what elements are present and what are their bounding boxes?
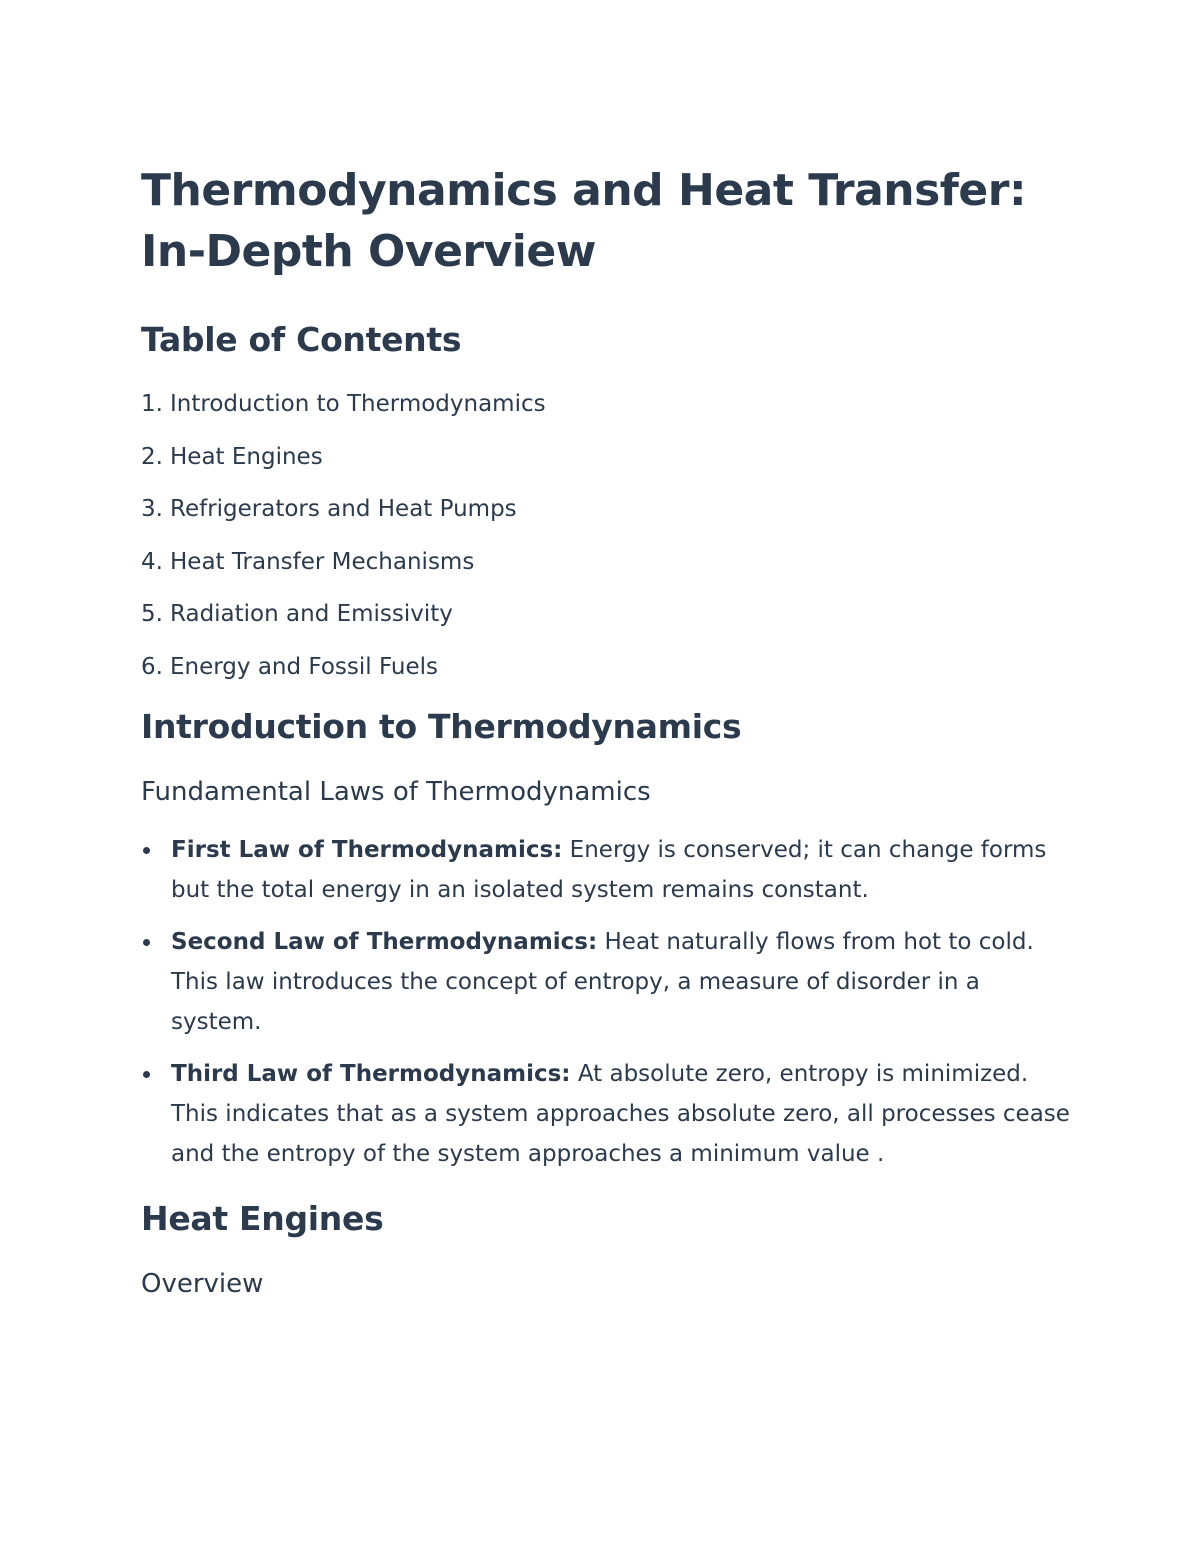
bullet-icon — [143, 847, 150, 854]
bullet-icon — [143, 939, 150, 946]
subsection-heading-overview: Overview — [141, 1269, 264, 1299]
toc-item-number: 4. — [141, 548, 163, 575]
section-heading-introduction: Introduction to Thermodynamics — [141, 707, 742, 746]
toc-item-label: Radiation and Emissivity — [170, 601, 453, 627]
subsection-heading-laws: Fundamental Laws of Thermodynamics — [141, 777, 651, 807]
toc-item-number: 6. — [141, 653, 163, 680]
toc-item[interactable] — [141, 389, 1071, 419]
toc-item-label: Heat Engines — [170, 443, 323, 470]
toc-item[interactable] — [141, 442, 1071, 472]
laws-list — [141, 830, 1071, 1174]
document-page — [141, 160, 1071, 1304]
title-line-2: In-Depth Overview — [141, 226, 596, 277]
bullet-icon — [143, 1071, 150, 1078]
list-item — [141, 1054, 1071, 1174]
law-term: First Law of Thermodynamics: — [171, 837, 563, 863]
toc-item-number: 2. — [141, 443, 163, 470]
toc-item-label: Refrigerators and Heat Pumps — [170, 496, 517, 522]
section-heading-heat-engines: Heat Engines — [141, 1199, 384, 1238]
toc-item-number: 5. — [141, 601, 163, 627]
toc-item-number: 3. — [141, 496, 163, 522]
toc-item[interactable] — [141, 652, 1071, 682]
list-item — [141, 830, 1071, 910]
toc-item[interactable] — [141, 599, 1071, 629]
toc-item[interactable] — [141, 547, 1071, 577]
law-text: At absolute zero, entropy is minimized. This indicates that as a system approaches absolute zero, all processes cease and the entropy of the system approaches a minimum value . — [171, 1061, 1070, 1167]
document-title — [141, 160, 1071, 282]
toc-heading: Table of Contents — [141, 320, 462, 359]
list-item — [141, 922, 1071, 1042]
law-text: Energy is conserved; it can change forms but the total energy in an isolated system remains constant. — [171, 837, 1047, 903]
law-term: Second Law of Thermodynamics: — [171, 929, 598, 955]
toc-item-label: Introduction to Thermodynamics — [170, 391, 546, 417]
toc-item[interactable] — [141, 494, 1071, 524]
toc-item-label: Energy and Fossil Fuels — [170, 653, 439, 680]
law-text: Heat naturally flows from hot to cold. This law introduces the concept of entropy, a measure of disorder in a system. — [171, 929, 1034, 1035]
table-of-contents — [141, 389, 1071, 682]
law-term: Third Law of Thermodynamics: — [171, 1061, 571, 1087]
toc-item-label: Heat Transfer Mechanisms — [170, 548, 475, 575]
title-line-1: Thermodynamics and Heat Transfer: — [141, 165, 1027, 216]
toc-item-number: 1. — [141, 391, 163, 417]
